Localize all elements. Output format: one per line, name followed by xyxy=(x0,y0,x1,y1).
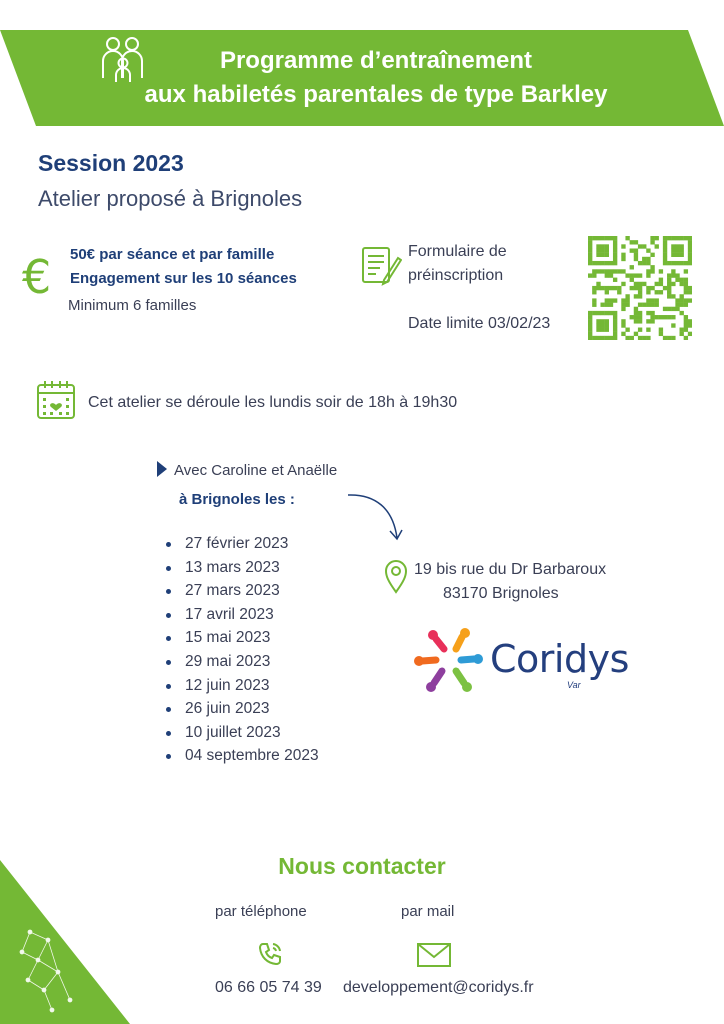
location-pin-icon xyxy=(384,560,408,594)
decorative-corner xyxy=(0,860,130,1024)
list-item: 29 mai 2023 xyxy=(166,650,319,674)
mail-icon xyxy=(416,942,452,968)
list-item: 15 mai 2023 xyxy=(166,626,319,650)
email-link[interactable]: developpement@coridys.fr xyxy=(343,979,534,996)
caret-right-icon xyxy=(157,461,167,477)
deadline: Date limite 03/02/23 xyxy=(408,315,551,332)
euro-icon: € xyxy=(22,250,52,304)
phone-icon xyxy=(257,941,283,967)
commitment-line: Engagement sur les 10 séances xyxy=(70,270,297,287)
form-label-line-2: préinscription xyxy=(408,267,504,284)
logo-wordmark: Coridys xyxy=(490,637,629,681)
list-item: 17 avril 2023 xyxy=(166,603,319,627)
logo-subtitle: Var xyxy=(567,680,581,690)
phone-label: par téléphone xyxy=(215,903,307,920)
mail-label: par mail xyxy=(401,903,455,920)
price-line: 50€ par séance et par famille xyxy=(70,246,275,263)
calendar-icon xyxy=(36,378,76,420)
qr-code[interactable] xyxy=(588,236,692,340)
list-item: 13 mars 2023 xyxy=(166,556,319,580)
list-item: 04 septembre 2023 xyxy=(166,744,319,768)
location-heading: à Brignoles les : xyxy=(179,491,295,508)
curved-arrow-icon xyxy=(345,490,405,545)
form-label-line-1: Formulaire de xyxy=(408,243,507,260)
session-title: Session 2023 xyxy=(38,150,184,176)
list-item: 26 juin 2023 xyxy=(166,697,319,721)
list-item: 27 mars 2023 xyxy=(166,579,319,603)
minimum-line: Minimum 6 familles xyxy=(68,297,197,314)
coridys-logo-icon xyxy=(414,625,484,695)
phone-number[interactable]: 06 66 05 74 39 xyxy=(215,979,322,996)
address-line-2: 83170 Brignoles xyxy=(443,585,559,602)
list-item: 10 juillet 2023 xyxy=(166,721,319,745)
title-line-1: Programme d’entraînement xyxy=(219,47,533,74)
list-item: 27 février 2023 xyxy=(166,532,319,556)
contact-heading: Nous contacter xyxy=(278,853,446,879)
form-icon xyxy=(360,244,402,288)
session-subtitle: Atelier proposé à Brignoles xyxy=(38,186,303,211)
page-title xyxy=(96,44,656,112)
list-item: 12 juin 2023 xyxy=(166,674,319,698)
title-line-2: aux habiletés parentales de type Barkley xyxy=(144,81,608,108)
schedule-text: Cet atelier se déroule les lundis soir de 18h à 19h30 xyxy=(88,394,458,411)
address-line-1: 19 bis rue du Dr Barbaroux xyxy=(414,561,607,578)
session-dates xyxy=(166,532,319,768)
facilitators: Avec Caroline et Anaëlle xyxy=(174,462,338,479)
